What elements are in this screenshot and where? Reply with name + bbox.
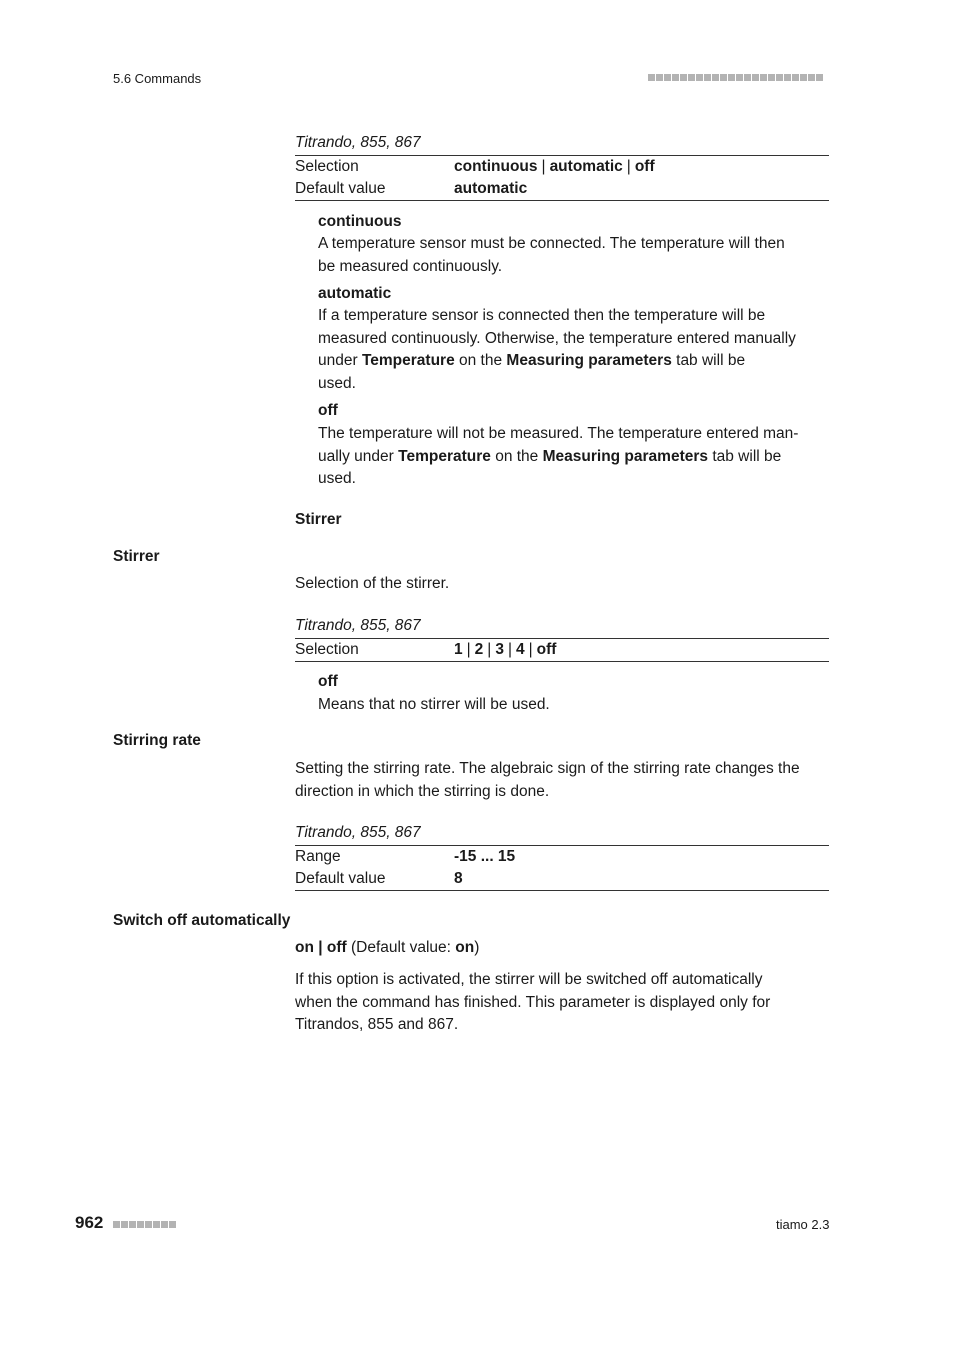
decoration-square [744,74,751,81]
param-value: automatic [454,180,528,197]
param-description: Setting the stirring rate. The algebraic sign of the stirring rate changes the direction in which the stirring is done. [295,760,800,800]
running-header-section: 5.6 Commands [113,71,202,86]
stirring-rate-table-caption: Titrando, 855, 867 [295,824,421,841]
stirring-rate-param-table [295,845,829,891]
decoration-square [680,74,687,81]
param-key: Default value [295,870,386,887]
stirrer-param-table [295,638,829,662]
param-description: Selection of the stirrer. [295,575,450,592]
decoration-square [688,74,695,81]
table-row [295,156,829,178]
decoration-square [760,74,767,81]
temperature-table-caption: Titrando, 855, 867 [295,134,421,151]
option-description: If a temperature sensor is connected then the temperature will be measured continuously. Otherwise, the temperature entered manually under Temperature on the Measuring parameters tab will be used. [318,307,796,392]
option-term: continuous [318,213,402,230]
param-description: If this option is activated, the stirrer will be switched off automatically when the command has finished. This parameter is displayed only for Titrandos, 855 and 867. [295,971,771,1033]
decoration-square [672,74,679,81]
decoration-square [696,74,703,81]
decoration-square [816,74,823,81]
table-row [295,868,829,890]
decoration-square [776,74,783,81]
decoration-square [113,1221,120,1228]
decoration-square [736,74,743,81]
decoration-square [656,74,663,81]
decoration-square [145,1221,152,1228]
param-value: -15 ... 15 [454,848,516,865]
decoration-square [720,74,727,81]
decoration-square [137,1221,144,1228]
decoration-square [153,1221,160,1228]
footer-product: tiamo 2.3 [776,1217,830,1232]
stirrer-table-caption: Titrando, 855, 867 [295,617,421,634]
decoration-square [712,74,719,81]
decoration-square [752,74,759,81]
param-key: Range [295,848,341,865]
decoration-square [161,1221,168,1228]
decoration-square [704,74,711,81]
param-values: on | off (Default value: on) [295,939,480,956]
section-heading: Stirrer [295,511,342,528]
page-number: 962 [75,1213,104,1232]
option-description: Means that no stirrer will be used. [318,696,550,713]
decoration-square [728,74,735,81]
decoration-square [792,74,799,81]
option-description: A temperature sensor must be connected. The temperature will then be measured continuously. [318,235,785,275]
param-title: Stirring rate [113,732,201,749]
table-row [295,639,829,661]
decoration-square [121,1221,128,1228]
param-value: continuous | automatic | off [454,158,655,175]
param-key: Default value [295,180,386,197]
param-value: 1 | 2 | 3 | 4 | off [454,641,557,658]
param-title: Stirrer [113,548,160,565]
decoration-square [784,74,791,81]
option-term: off [318,673,338,690]
decoration-square [129,1221,136,1228]
option-description: The temperature will not be measured. The temperature entered man- ually under Temperature on the Measuring parameters tab will be used. [318,425,799,487]
option-term: automatic [318,285,392,302]
footer-decoration [113,1220,176,1228]
param-title: Switch off automatically [113,912,291,929]
temperature-param-table [295,155,829,201]
param-key: Selection [295,641,359,658]
param-value: 8 [454,870,463,887]
header-decoration [648,73,829,82]
param-key: Selection [295,158,359,175]
table-row [295,846,829,868]
table-row [295,178,829,200]
decoration-square [808,74,815,81]
decoration-square [800,74,807,81]
decoration-square [169,1221,176,1228]
decoration-square [768,74,775,81]
decoration-square [648,74,655,81]
option-term: off [318,402,338,419]
decoration-square [664,74,671,81]
